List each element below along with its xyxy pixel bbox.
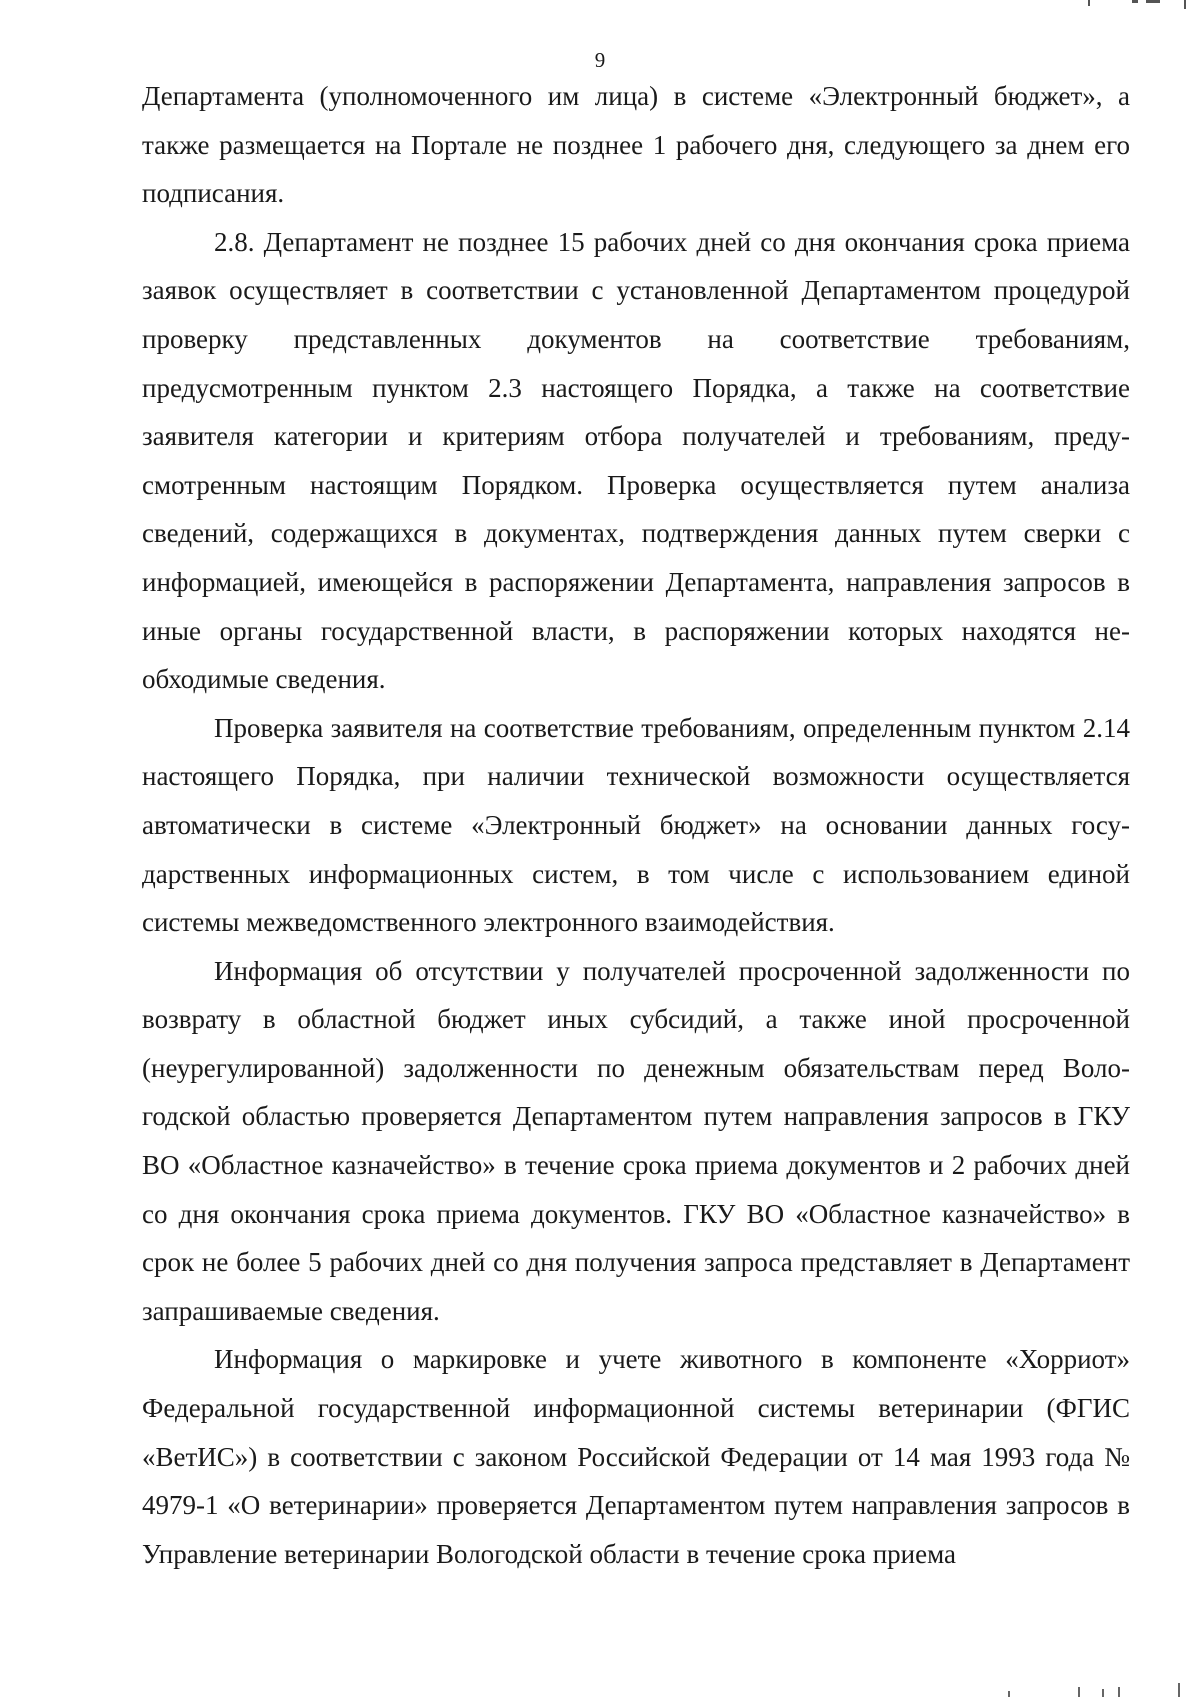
paragraph-clause-2-8: 2.8. Департамент не позднее 15 рабочих дней со дня окончания срока приема заявок осуществляет в соответствии с установленной Департаментом процедурой проверку представленных документов на соответствие требованиям, предусмотренным пунктом 2.3 настоящего Порядка, а также на соответствие заявителя категории и критериям отбора получателей и требованиям, предусмотренным настоящим Порядком. Проверка осуществляется путем анализа сведений, содержащихся в документах, подтверждения данных путем сверки с информацией, имеющейся в распоряжении Департамента, направления запросов в иные органы государственной власти, в распоряжении которых находятся необходимые сведения. (142, 226, 1130, 695)
document-body (142, 72, 1130, 1578)
paragraph-applicant-check: Проверка заявителя на соответствие требованиям, определенным пунктом 2.14 настоящего Порядка, при наличии технической возможности осуществляется автоматически в системе «Электронный бюджет» на основании данных государственных информационных систем, в том числе с использованием единой системы межведомственного электронного взаимодействия. (142, 712, 1130, 938)
paragraph-continuation: Департамента (уполномоченного им лица) в системе «Электронный бюджет», а также размещается на Портале не позднее 1 рабочего дня, следующего за днем его подписания. (142, 81, 1130, 209)
scan-edge-mark-top (1080, 0, 1200, 10)
paragraph-debt-info: Информация об отсутствии у получателей просроченной задолженности по возврату в областной бюджет иных субсидий, а также иной просроченной (неурегулированной) задолженности по денежным обязательствам перед Вологодской областью проверяется Департаментом путем направления запросов в ГКУ ВО «Областное казначейство» в течение срока приема документов и 2 рабочих дней со дня окончания срока приема документов. ГКУ ВО «Областное казначейство» в срок не более 5 рабочих дней со дня получения запроса представляет в Департамент запрашиваемые сведения. (142, 955, 1130, 1326)
paragraph-animal-marking: Информация о маркировке и учете животного в компоненте «Хорриот» Федеральной государственной информационной системы ветеринарии (ФГИС «ВетИС») в соответствии с законом Российской Федерации от 14 мая 1993 года № 4979-1 «О ветеринарии» проверяется Департаментом путем направления запросов в Управление ветеринарии Вологодской области в течение срока приема (142, 1344, 1130, 1569)
page-number: 9 (594, 48, 606, 72)
scan-edge-mark-bottom (1000, 1675, 1200, 1697)
